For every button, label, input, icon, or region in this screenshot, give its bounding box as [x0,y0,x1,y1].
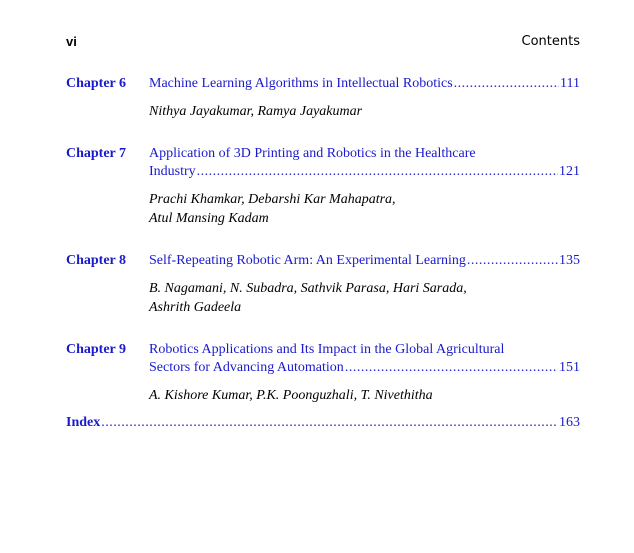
section-title: Contents [521,34,580,49]
author-line: Nithya Jayakumar, Ramya Jayakumar [149,104,363,119]
dot-leader [467,252,558,270]
chapter-page[interactable]: 111 [560,76,580,91]
dot-leader [345,359,558,377]
index-line[interactable] [66,414,580,432]
chapter-page[interactable]: 121 [559,164,580,179]
chapter-authors [149,279,580,317]
page-number: vi [66,34,77,49]
chapter-title[interactable]: Application of 3D Printing and Robotics in the Healthcare [149,146,476,161]
chapter-title[interactable]: Robotics Applications and Its Impact in the Global Agricultural [149,342,505,357]
chapter-title-line[interactable] [149,75,580,93]
running-head [66,34,580,52]
chapter-label[interactable]: Chapter 8 [66,253,127,268]
dot-leader [101,414,558,432]
toc-entry-index[interactable] [66,414,580,432]
author-line: B. Nagamani, N. Subadra, Sathvik Parasa, Hari Sarada, [149,281,467,296]
chapter-body [149,252,580,317]
author-line: Atul Mansing Kadam [149,211,269,226]
author-line: Prachi Khamkar, Debarshi Kar Mahapatra, [149,192,396,207]
dot-leader [197,163,558,181]
chapter-title-line[interactable] [149,252,580,270]
author-line: A. Kishore Kumar, P.K. Poonguzhali, T. Nivethitha [149,388,433,403]
chapter-title-line[interactable] [149,145,580,163]
chapter-page[interactable]: 135 [559,253,580,268]
chapter-label[interactable]: Chapter 6 [66,76,127,91]
chapter-title-line[interactable] [149,341,580,359]
chapter-title-continued[interactable]: Industry [149,164,196,179]
chapter-authors [149,386,580,405]
chapter-label[interactable]: Chapter 7 [66,146,127,161]
chapter-body [149,341,580,405]
chapter-body [149,145,580,228]
index-label[interactable]: Index [66,415,101,430]
chapter-page[interactable]: 151 [559,360,580,375]
chapter-label[interactable]: Chapter 9 [66,342,127,357]
index-page[interactable]: 163 [559,415,580,430]
chapter-title-continued[interactable]: Sectors for Advancing Automation [149,360,344,375]
dot-leader [454,75,559,93]
author-line: Ashrith Gadeela [149,300,242,315]
chapter-title[interactable]: Self-Repeating Robotic Arm: An Experimental Learning [149,253,466,268]
chapter-authors [149,190,580,228]
chapter-authors [149,102,580,121]
chapter-title-line[interactable] [149,359,580,377]
chapter-title[interactable]: Machine Learning Algorithms in Intellectual Robotics [149,76,453,91]
chapter-body [149,75,580,121]
chapter-title-line[interactable] [149,163,580,181]
